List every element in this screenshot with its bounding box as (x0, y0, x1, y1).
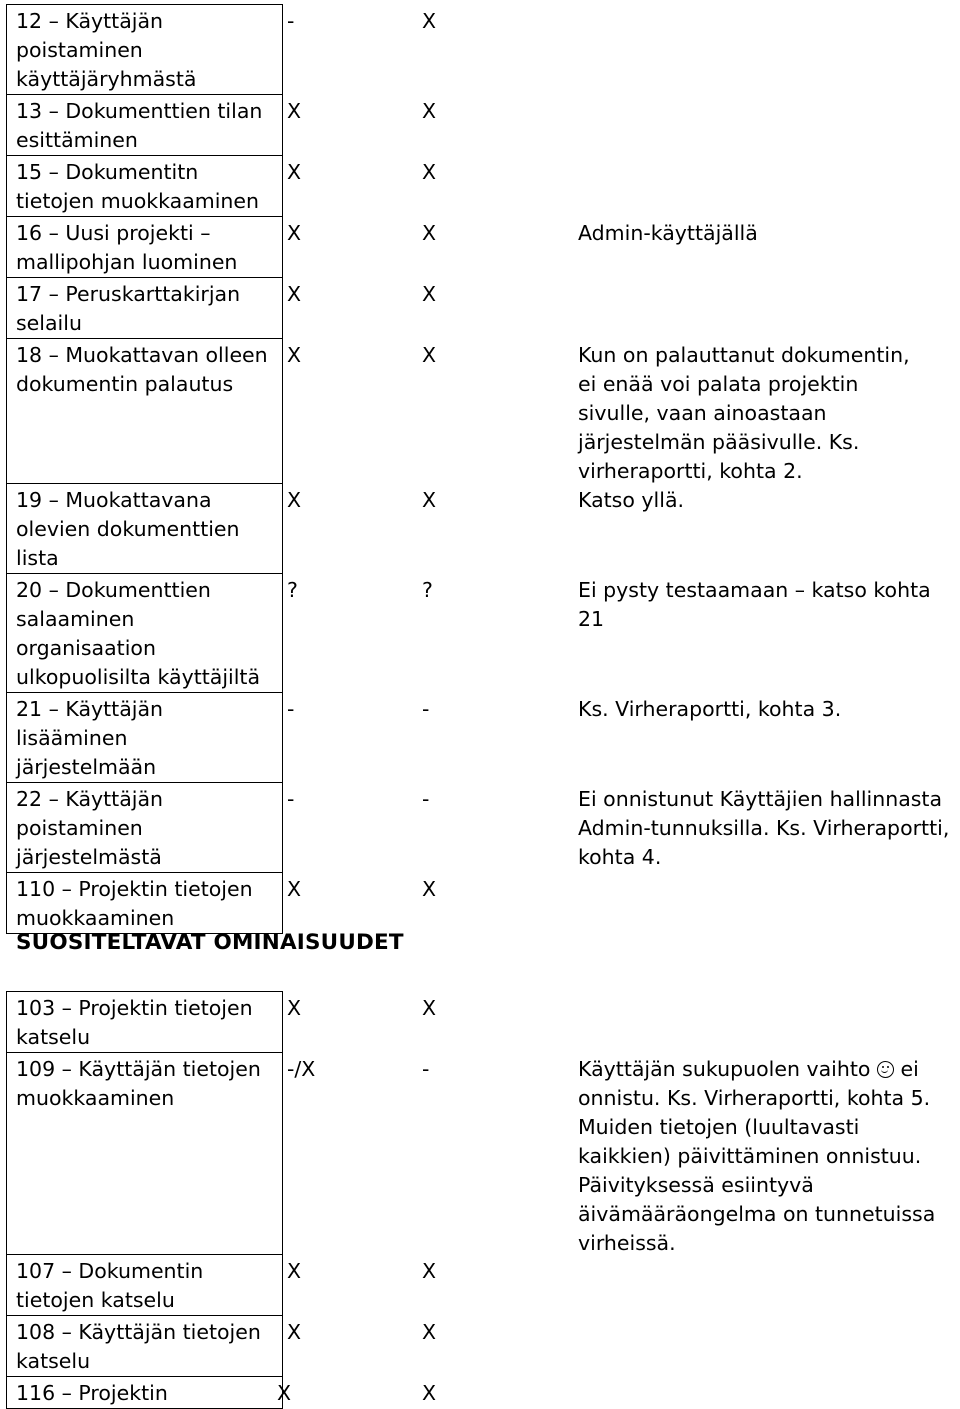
feature-name: 20 – Dokumenttien salaaminen organisaation ulkopuolisilta käyttäjiltä (7, 574, 283, 693)
test-result-2: X (422, 994, 436, 1023)
test-result-1: X (277, 1379, 291, 1408)
feature-name: 16 – Uusi projekti – mallipohjan luominen (7, 217, 283, 278)
test-result-2: X (422, 158, 436, 187)
feature-name: 21 – Käyttäjän lisääminen järjestelmään (7, 693, 283, 783)
recommended-features-table (6, 991, 960, 1409)
test-result-2: X (422, 7, 436, 36)
test-result-1: X (287, 1318, 301, 1347)
table-row (7, 992, 960, 1053)
table-row (7, 783, 960, 873)
feature-name: 103 – Projektin tietojen katselu (7, 992, 283, 1053)
feature-name: 108 – Käyttäjän tietojen katselu (7, 1316, 283, 1377)
table-row (7, 95, 960, 156)
test-result-1: X (287, 486, 301, 515)
test-result-1: X (287, 158, 301, 187)
feature-name: 18 – Muokattavan olleen dokumentin palautus (7, 339, 283, 484)
comment: Katso yllä. (578, 486, 953, 515)
feature-name: 109 – Käyttäjän tietojen muokkaaminen (7, 1053, 283, 1255)
test-result-1: ? (287, 576, 298, 605)
table-row (7, 217, 960, 278)
table-row (7, 1255, 960, 1316)
comment: Ks. Virheraportti, kohta 3. (578, 695, 953, 724)
table-row (7, 278, 960, 339)
test-result-2: X (422, 875, 436, 904)
comment-text-before: Käyttäjän sukupuolen vaihto (578, 1057, 870, 1081)
test-result-2: X (422, 1257, 436, 1286)
feature-name: 15 – Dokumentitn tietojen muokkaaminen (7, 156, 283, 217)
feature-name: 13 – Dokumenttien tilan esittäminen (7, 95, 283, 156)
test-result-2: X (422, 341, 436, 370)
comment-text-after: ei onnistu. Ks. Virheraportti, kohta 5. Muiden tietojen (luultavasti kaikkien) päivittäminen onnistuu. Päivityksessä esiintyvä äivämääräongelma on tunnetuissa virheissä. (578, 1057, 935, 1255)
test-result-1: X (287, 875, 301, 904)
test-result-1: -/X (287, 1055, 315, 1084)
feature-name: 19 – Muokattavana olevien dokumenttien lista (7, 484, 283, 574)
table-row (7, 484, 960, 574)
feature-name: 22 – Käyttäjän poistaminen järjestelmästä (7, 783, 283, 873)
test-result-2: ? (422, 576, 433, 605)
feature-name: 110 – Projektin tietojen muokkaaminen (7, 873, 283, 934)
test-result-2: X (422, 97, 436, 126)
test-result-2: X (422, 219, 436, 248)
table-row (7, 574, 960, 693)
test-result-2: X (422, 486, 436, 515)
test-result-2: X (422, 1379, 436, 1408)
test-result-1: X (287, 994, 301, 1023)
table-row (7, 1316, 960, 1377)
comment: Ei onnistunut Käyttäjien hallinnasta Admin-tunnuksilla. Ks. Virheraportti, kohta 4. (578, 785, 953, 872)
test-result-2: - (422, 1055, 429, 1084)
smiley-icon (877, 1061, 894, 1078)
table-row (7, 693, 960, 783)
test-result-1: X (287, 341, 301, 370)
test-result-1: - (287, 695, 294, 724)
comment: Admin-käyttäjällä (578, 219, 953, 248)
test-result-1: - (287, 785, 294, 814)
test-result-2: - (422, 695, 429, 724)
test-result-1: X (287, 97, 301, 126)
test-result-1: - (287, 7, 294, 36)
test-result-2: - (422, 785, 429, 814)
table-row (7, 873, 960, 934)
required-features-table (6, 4, 960, 934)
test-result-1: X (287, 280, 301, 309)
table-row (7, 5, 960, 95)
feature-name: 12 – Käyttäjän poistaminen käyttäjäryhmästä (7, 5, 283, 95)
comment: Ei pysty testaamaan – katso kohta 21 (578, 576, 953, 634)
feature-name: 116 – Projektin (7, 1377, 283, 1409)
table-row (7, 1377, 960, 1409)
section-heading: SUOSITELTAVAT OMINAISUUDET (16, 930, 404, 955)
test-result-1: X (287, 1257, 301, 1286)
comment: Kun on palauttanut dokumentin, ei enää voi palata projektin sivulle, vaan ainoastaan järjestelmän pääsivulle. Ks. virheraportti, kohta 2. (578, 341, 928, 486)
test-result-2: X (422, 280, 436, 309)
test-result-1: X (287, 219, 301, 248)
table-row (7, 1053, 960, 1255)
feature-name: 107 – Dokumentin tietojen katselu (7, 1255, 283, 1316)
comment (578, 1055, 948, 1258)
test-result-2: X (422, 1318, 436, 1347)
feature-name: 17 – Peruskarttakirjan selailu (7, 278, 283, 339)
table-row (7, 339, 960, 484)
table-row (7, 156, 960, 217)
